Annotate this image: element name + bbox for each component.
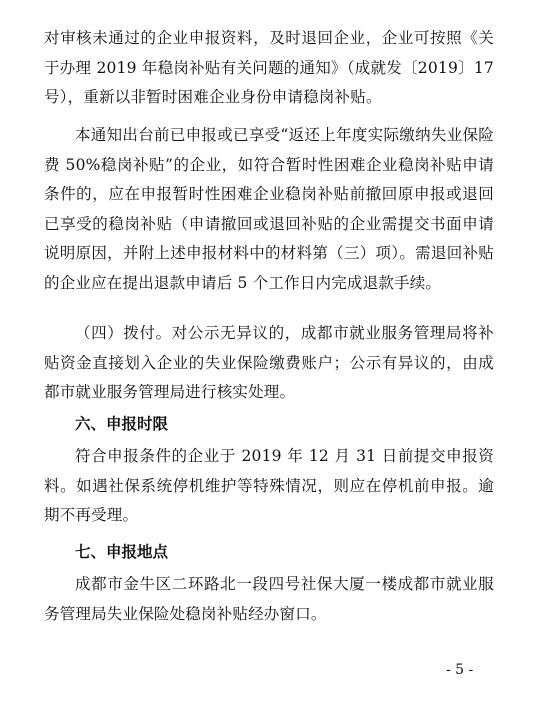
heading-application-deadline: 六、申报时限 <box>75 415 169 433</box>
paragraph-disbursement: （四）拨付。对公示无异议的，成都市就业服务管理局将补贴资金直接划入企业的失业保险缴费账户；公示有异议的，由成都市就业服务管理局进行核实处理。 <box>44 324 494 401</box>
page-number: - 5 - <box>446 662 474 678</box>
paragraph-deadline-details: 符合申报条件的企业于 2019 年 12 月 31 日前提交申报资料。如遇社保系统停机维护等特殊情况，则应在停机前申报。逾期不再受理。 <box>44 447 494 524</box>
paragraph-review-rejected: 对审核未通过的企业申报资料，及时退回企业，企业可按照《关于办理 2019 年稳岗补贴有关问题的通知》（成就发〔2019〕17 号），重新以非暂时困难企业身份申请稳岗补贴。 <box>44 29 494 106</box>
heading-application-location: 七、申报地点 <box>75 543 169 561</box>
paragraph-location-details: 成都市金牛区二环路北一段四号社保大厦一楼成都市就业服务管理局失业保险处稳岗补贴经办窗口。 <box>44 575 494 623</box>
paragraph-prior-applications: 本通知出台前已申报或已享受“返还上年度实际缴纳失业保险费 50%稳岗补贴”的企业，如符合暂时性困难企业稳岗补贴申请条件的，应在申报暂时性困难企业稳岗补贴前撤回原申报或退回已享受的稳岗补贴（申请撤回或退回补贴的企业需提交书面申请说明原因，并附上述申报材料中的材料第（三）项）。需退回补贴的企业应在提出退款申请后 5 个工作日内完成退款手续。 <box>44 126 494 292</box>
